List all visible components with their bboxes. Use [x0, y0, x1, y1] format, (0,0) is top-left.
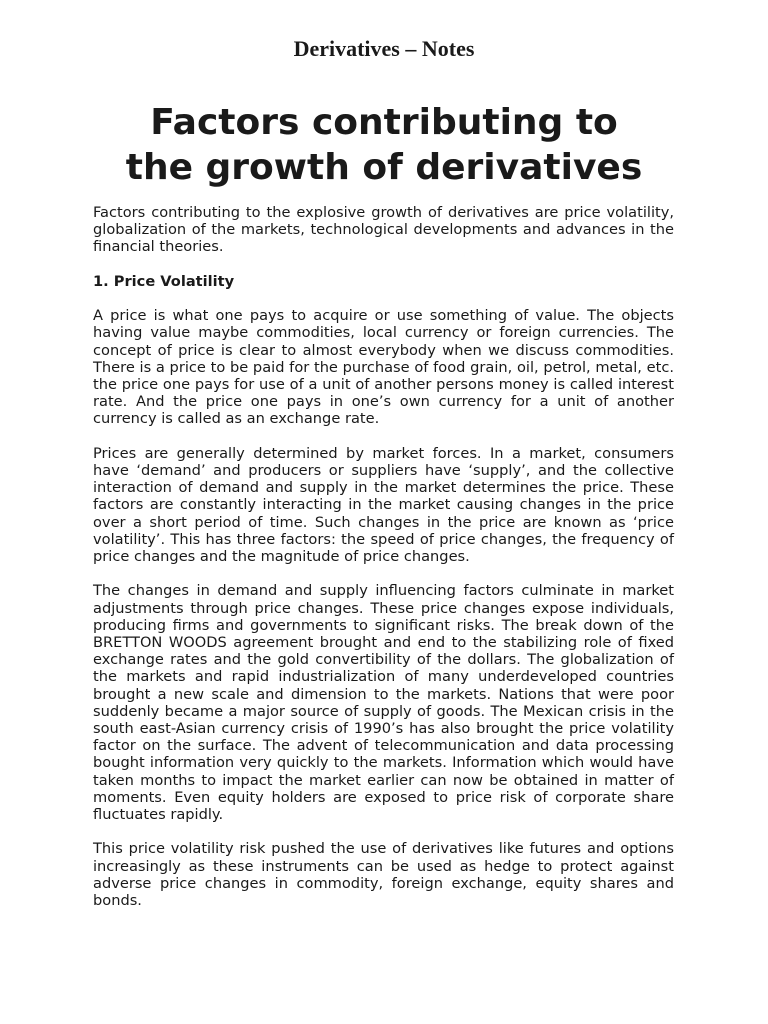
title-line-1: Factors contributing to [150, 102, 618, 143]
body-paragraph: Prices are generally determined by market forces. In a market, consumers have ‘demand’ and producers or suppliers have ‘supply’, and the collective interaction of demand and supply in the market determines the price. These factors are constantly interacting in the market causing changes in the price over a short period of time. Such changes in the price are known as ‘price volatility’. This has three factors: the speed of price changes, the frequency of price changes and the magnitude of price changes. [93, 444, 674, 566]
running-header: Derivatives – Notes [293, 36, 475, 61]
document-title [60, 100, 708, 190]
section-heading: 1. Price Volatility [93, 272, 235, 290]
intro-paragraph: Factors contributing to the explosive growth of derivatives are price volatility, globalization of the markets, technological developments and advances in the financial theories. [93, 204, 674, 256]
body-paragraph: This price volatility risk pushed the use of derivatives like futures and options increasingly as these instruments can be used as hedge to protect against adverse price changes in commodity, foreign exchange, equity shares and bonds. [93, 840, 674, 910]
document-body [93, 204, 674, 926]
title-line-2: the growth of derivatives [125, 147, 643, 188]
body-paragraph: A price is what one pays to acquire or use something of value. The objects having value maybe commodities, local currency or foreign currencies. The concept of price is clear to almost everybody when we discuss commodities. There is a price to be paid for the purchase of food grain, oil, petrol, metal, etc. the price one pays for use of a unit of another persons money is called interest rate. And the price one pays in one’s own currency for a unit of another currency is called as an exchange rate. [93, 307, 674, 428]
body-paragraph: The changes in demand and supply influencing factors culminate in market adjustments through price changes. These price changes expose individuals, producing firms and governments to significant risks. The break down of the BRETTON WOODS agreement brought and end to the stabilizing role of fixed exchange rates and the gold convertibility of the dollars. The globalization of the markets and rapid industrialization of many underdeveloped countries brought a new scale and dimension to the markets. Nations that were poor suddenly became a major source of supply of goods. The Mexican crisis in the south east-Asian currency crisis of 1990’s has also brought the price volatility factor on the surface. The advent of telecommunication and data processing bought information very quickly to the markets. Information which would have taken months to impact the market earlier can now be obtained in matter of moments. Even equity holders are exposed to price risk of corporate share fluctuates rapidly. [93, 582, 674, 824]
